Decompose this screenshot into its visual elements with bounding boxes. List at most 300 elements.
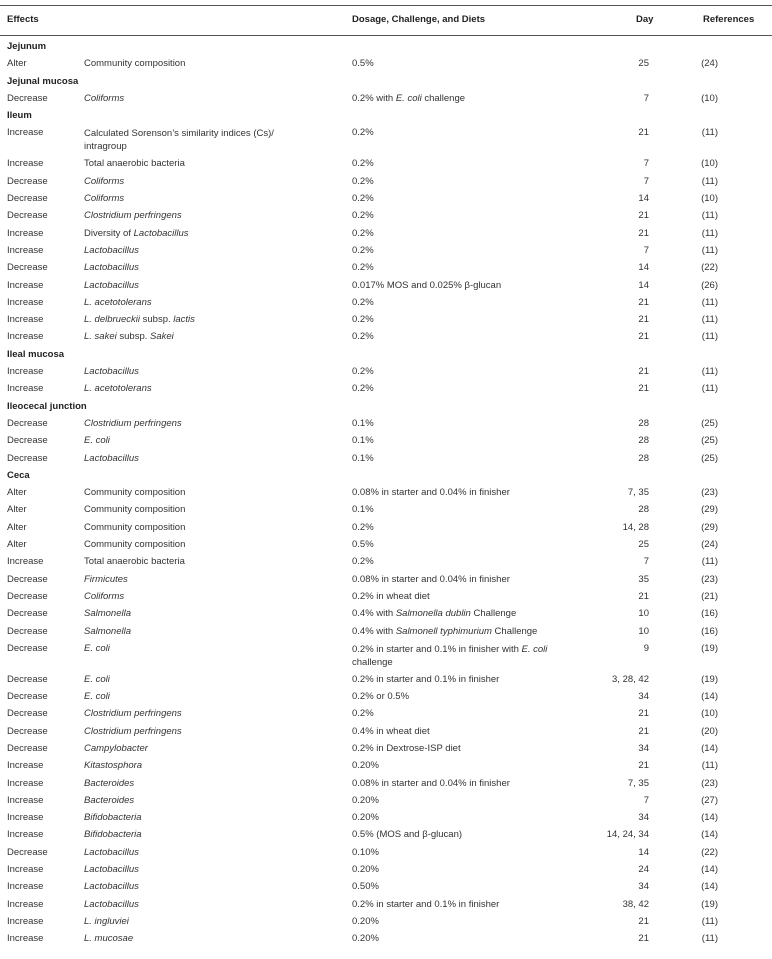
dosage-part: 0.4% with	[352, 625, 396, 637]
day-cell: 25	[638, 58, 649, 70]
target-text: Community composition	[84, 504, 186, 516]
effect-cell: Increase	[7, 366, 44, 378]
dosage-cell	[352, 487, 510, 499]
reference-cell: (10)	[701, 708, 718, 720]
effect-cell: Decrease	[7, 708, 48, 720]
target-cell	[84, 435, 110, 447]
target-cell	[84, 829, 142, 841]
table-row	[0, 417, 772, 434]
dosage-cell	[352, 158, 374, 170]
dosage-text: 0.1%	[352, 417, 374, 429]
dosage-cell	[352, 778, 510, 790]
day-cell: 7	[643, 244, 649, 256]
dosage-text: 0.2%	[352, 244, 374, 256]
target-line: Calculated Sorenson’s similarity indices (Cs)/	[84, 128, 274, 140]
effect-cell: Increase	[7, 383, 44, 395]
target-cell	[84, 539, 185, 551]
table-row	[0, 828, 772, 845]
dosage-cell	[352, 314, 374, 326]
reference-cell: (10)	[701, 193, 718, 205]
day-cell: 7	[643, 175, 649, 187]
day-cell: 9	[643, 642, 649, 654]
reference-cell: (11)	[701, 175, 718, 187]
section-row	[0, 348, 772, 365]
target-cell	[84, 899, 139, 911]
section-row	[0, 469, 772, 486]
dosage-cell	[352, 829, 462, 841]
day-cell: 7, 35	[627, 777, 649, 789]
day-cell: 28	[638, 452, 649, 464]
target-text: Bifidobacteria	[84, 829, 142, 841]
day-cell: 10	[638, 625, 649, 637]
target-text: Salmonella	[84, 625, 131, 637]
effect-cell: Decrease	[7, 846, 48, 858]
dosage-cell	[352, 539, 374, 551]
effect-cell: Increase	[7, 158, 44, 170]
target-text: Bacteroides	[84, 777, 135, 789]
target-cell	[84, 556, 185, 568]
table-row	[0, 521, 772, 538]
effect-cell: Decrease	[7, 573, 48, 585]
effect-cell: Decrease	[7, 210, 48, 222]
day-cell: 21	[638, 296, 649, 308]
target-text: L. mucosae	[84, 933, 134, 945]
effect-cell: Alter	[7, 504, 27, 516]
dosage-text: 0.5% (MOS and β-glucan)	[352, 829, 463, 841]
target-cell	[84, 760, 142, 772]
reference-cell: (27)	[701, 794, 718, 806]
header-dosage: Dosage, Challenge, and Diets	[352, 14, 486, 25]
target-text: E. coli	[84, 673, 110, 685]
dosage-cell	[352, 58, 374, 70]
table-row	[0, 880, 772, 897]
table-row	[0, 296, 772, 313]
dosage-text: 0.2%	[352, 210, 374, 222]
table-row	[0, 573, 772, 590]
dosage-cell	[352, 210, 374, 222]
reference-cell: (14)	[701, 881, 718, 893]
dosage-part: E. coli	[395, 92, 422, 104]
dosage-text: 0.2%	[352, 383, 374, 395]
table-row	[0, 642, 772, 673]
table-row	[0, 555, 772, 572]
target-cell	[84, 487, 185, 499]
dosage-cell	[352, 193, 374, 205]
target-text: Firmicutes	[84, 573, 128, 585]
dosage-text: 0.20%	[352, 760, 379, 772]
table-row	[0, 434, 772, 451]
effect-cell: Increase	[7, 331, 44, 343]
target-cell	[84, 608, 131, 620]
target-cell	[84, 158, 185, 170]
dosage-part: 0.2% with	[352, 92, 396, 104]
effect-cell: Increase	[7, 898, 44, 910]
target-cell	[84, 127, 274, 153]
day-cell: 7, 35	[627, 487, 649, 499]
table-row	[0, 126, 772, 157]
reference-cell: (26)	[701, 279, 718, 291]
section-label: Jejunal mucosa	[7, 75, 79, 87]
target-text: Lactobacillus	[84, 898, 139, 910]
dosage-text: 0.2% in starter and 0.1% in finisher	[352, 898, 500, 910]
section-label: Ileal mucosa	[7, 348, 65, 360]
dosage-cell	[352, 933, 379, 945]
target-cell	[84, 193, 124, 205]
target-text: Clostridium perfringens	[84, 210, 182, 222]
reference-cell: (11)	[701, 296, 718, 308]
reference-cell: (11)	[701, 227, 718, 239]
dosage-cell	[352, 331, 374, 343]
reference-cell: (14)	[701, 864, 718, 876]
reference-cell: (11)	[701, 314, 718, 326]
dosage-text: 0.1%	[352, 435, 374, 447]
table-row	[0, 452, 772, 469]
day-cell: 10	[638, 608, 649, 620]
dosage-text: 0.1%	[352, 504, 374, 516]
effect-cell: Increase	[7, 244, 44, 256]
day-cell: 21	[638, 314, 649, 326]
reference-cell: (19)	[701, 898, 718, 910]
dosage-cell	[352, 453, 374, 465]
dosage-cell	[352, 643, 547, 669]
target-text: L. ingluviei	[84, 915, 129, 927]
table-row	[0, 486, 772, 503]
table-row	[0, 227, 772, 244]
reference-cell: (11)	[701, 366, 718, 378]
target-line: intragroup	[84, 141, 127, 153]
day-cell: 7	[643, 556, 649, 568]
target-text: Clostridium perfringens	[84, 417, 182, 429]
reference-cell: (25)	[701, 417, 718, 429]
dosage-cell	[352, 726, 430, 738]
dosage-part: Salmonella dublin	[395, 608, 471, 620]
target-cell	[84, 933, 133, 945]
target-cell	[84, 574, 128, 586]
target-text: Kitastosphora	[84, 760, 143, 772]
dosage-text: 0.2%	[352, 708, 374, 720]
day-cell: 21	[638, 725, 649, 737]
header-references: References	[703, 14, 755, 25]
reference-cell: (14)	[701, 742, 718, 754]
target-cell	[84, 245, 139, 257]
table-row	[0, 690, 772, 707]
dosage-part: Salmonell typhimurium	[395, 625, 492, 637]
dosage-cell	[352, 795, 379, 807]
target-cell	[84, 522, 185, 534]
target-cell	[84, 383, 152, 395]
reference-cell: (10)	[701, 158, 718, 170]
dosage-cell	[352, 504, 374, 516]
day-cell: 14	[638, 262, 649, 274]
day-cell: 21	[638, 760, 649, 772]
dosage-cell	[352, 435, 374, 447]
day-cell: 14	[638, 279, 649, 291]
dosage-part: 0.4% with	[352, 608, 396, 620]
table-row	[0, 846, 772, 863]
target-cell	[84, 847, 139, 859]
reference-cell: (11)	[701, 556, 718, 568]
table-row	[0, 759, 772, 776]
reference-cell: (19)	[701, 673, 718, 685]
day-cell: 21	[638, 933, 649, 945]
dosage-text: 0.2%	[352, 296, 374, 308]
reference-cell: (29)	[701, 521, 718, 533]
target-cell	[84, 812, 142, 824]
reference-cell: (11)	[701, 760, 718, 772]
dosage-line	[352, 656, 547, 669]
day-cell: 34	[638, 812, 649, 824]
target-cell	[84, 778, 134, 790]
effect-cell: Increase	[7, 915, 44, 927]
effect-cell: Decrease	[7, 608, 48, 620]
effect-cell: Decrease	[7, 417, 48, 429]
effect-cell: Increase	[7, 127, 44, 139]
table-row	[0, 932, 772, 949]
reference-cell: (14)	[701, 812, 718, 824]
section-label: Ileum	[7, 110, 32, 122]
dosage-text: 0.2%	[352, 127, 374, 139]
day-cell: 21	[638, 331, 649, 343]
table-row	[0, 898, 772, 915]
table-row	[0, 330, 772, 347]
dosage-cell	[352, 708, 374, 720]
effect-cell: Decrease	[7, 193, 48, 205]
target-text: Coliforms	[84, 193, 125, 205]
effect-cell: Decrease	[7, 625, 48, 637]
section-row	[0, 109, 772, 126]
dosage-part: 0.2% in starter and 0.1% in finisher with	[352, 643, 522, 655]
day-cell: 28	[638, 435, 649, 447]
dosage-cell	[352, 881, 379, 893]
day-cell: 34	[638, 881, 649, 893]
target-cell	[84, 743, 148, 755]
effect-cell: Decrease	[7, 175, 48, 187]
dosage-text: 0.2%	[352, 314, 374, 326]
table-top-rule	[0, 5, 772, 6]
target-part: subsp.	[139, 314, 174, 326]
dosage-cell	[352, 297, 374, 309]
effect-cell: Decrease	[7, 742, 48, 754]
target-cell	[84, 297, 152, 309]
target-text: Community composition	[84, 521, 186, 533]
target-part: lactis	[173, 314, 195, 326]
effect-cell: Increase	[7, 556, 44, 568]
target-cell	[84, 916, 129, 928]
dosage-cell	[352, 245, 374, 257]
effect-cell: Decrease	[7, 435, 48, 447]
dosage-text: 0.10%	[352, 846, 379, 858]
day-cell: 14	[638, 193, 649, 205]
reference-cell: (22)	[701, 846, 718, 858]
target-part: subsp.	[116, 331, 151, 343]
dosage-cell	[352, 864, 379, 876]
reference-cell: (22)	[701, 262, 718, 274]
target-part: L. delbrueckii	[84, 314, 140, 326]
target-text: L. acetotolerans	[84, 296, 152, 308]
table-row	[0, 279, 772, 296]
dosage-text: 0.20%	[352, 794, 379, 806]
reference-cell: (25)	[701, 435, 718, 447]
reference-cell: (23)	[701, 777, 718, 789]
effect-cell: Increase	[7, 829, 44, 841]
target-text: Total anaerobic bacteria	[84, 158, 185, 170]
day-cell: 38, 42	[622, 898, 649, 910]
target-cell	[84, 262, 139, 274]
section-row	[0, 40, 772, 57]
effect-cell: Decrease	[7, 92, 48, 104]
effect-cell: Increase	[7, 777, 44, 789]
day-cell: 7	[643, 92, 649, 104]
target-cell	[84, 674, 110, 686]
target-text: Campylobacter	[84, 742, 148, 754]
table-row	[0, 863, 772, 880]
table-row	[0, 725, 772, 742]
reference-cell: (23)	[701, 487, 718, 499]
target-cell	[84, 691, 110, 703]
effect-cell: Increase	[7, 812, 44, 824]
target-cell	[84, 418, 182, 430]
dosage-text: 0.08% in starter and 0.04% in finisher	[352, 777, 510, 789]
target-text: Lactobacillus	[84, 881, 139, 893]
reference-cell: (11)	[701, 210, 718, 222]
target-part: Diversity of	[84, 227, 134, 239]
effect-cell: Decrease	[7, 590, 48, 602]
header-effects: Effects	[7, 14, 39, 25]
effect-cell: Increase	[7, 314, 44, 326]
dosage-text: 0.2%	[352, 193, 374, 205]
target-cell	[84, 331, 174, 343]
dosage-cell	[352, 556, 374, 568]
target-text: Lactobacillus	[84, 864, 139, 876]
dosage-cell	[352, 626, 537, 638]
dosage-text: 0.2%	[352, 262, 374, 274]
target-text: Bifidobacteria	[84, 812, 142, 824]
effect-cell: Increase	[7, 794, 44, 806]
day-cell: 3, 28, 42	[612, 673, 649, 685]
effect-cell: Decrease	[7, 452, 48, 464]
section-label: Ileocecal junction	[7, 400, 87, 412]
dosage-text: 0.2%	[352, 556, 374, 568]
table-row	[0, 192, 772, 209]
dosage-cell	[352, 591, 430, 603]
section-row	[0, 400, 772, 417]
target-cell	[84, 626, 131, 638]
day-cell: 25	[638, 539, 649, 551]
table-row	[0, 503, 772, 520]
dosage-cell	[352, 899, 499, 911]
reference-cell: (11)	[701, 331, 718, 343]
target-text: Coliforms	[84, 590, 125, 602]
day-cell: 14, 24, 34	[606, 829, 649, 841]
dosage-cell	[352, 418, 374, 430]
dosage-text: 0.2% in starter and 0.1% in finisher	[352, 673, 500, 685]
target-text: Coliforms	[84, 175, 125, 187]
day-cell: 34	[638, 691, 649, 703]
dosage-part: Challenge	[491, 625, 538, 637]
dosage-text: 0.4% in wheat diet	[352, 725, 430, 737]
day-cell: 21	[638, 915, 649, 927]
dosage-cell	[352, 674, 499, 686]
target-part: Lactobacillus	[133, 227, 189, 239]
dosage-text: 0.20%	[352, 933, 379, 945]
table-row	[0, 157, 772, 174]
dosage-cell	[352, 93, 465, 105]
dosage-cell	[352, 691, 409, 703]
table-row	[0, 313, 772, 330]
table-row	[0, 244, 772, 261]
dosage-text: 0.5%	[352, 58, 374, 70]
effect-cell: Alter	[7, 521, 27, 533]
reference-cell: (16)	[701, 608, 718, 620]
dosage-cell	[352, 812, 379, 824]
dosage-cell	[352, 760, 379, 772]
effect-cell: Decrease	[7, 262, 48, 274]
header-day: Day	[636, 14, 654, 25]
reference-cell: (21)	[701, 590, 718, 602]
dosage-text: 0.2%	[352, 521, 374, 533]
target-cell	[84, 643, 110, 655]
target-cell	[84, 708, 182, 720]
reference-cell: (25)	[701, 452, 718, 464]
dosage-text: 0.1%	[352, 452, 374, 464]
effect-cell: Increase	[7, 279, 44, 291]
target-text: Lactobacillus	[84, 366, 139, 378]
day-cell: 28	[638, 417, 649, 429]
table-row	[0, 209, 772, 226]
reference-cell: (11)	[701, 127, 718, 139]
dosage-part: challenge	[421, 92, 466, 104]
dosage-text: 0.08% in starter and 0.04% in finisher	[352, 487, 510, 499]
table-row	[0, 92, 772, 109]
table-row	[0, 175, 772, 192]
target-cell	[84, 280, 139, 292]
day-cell: 14, 28	[622, 521, 649, 533]
dosage-text: 0.2%	[352, 331, 374, 343]
dosage-text: 0.2% or 0.5%	[352, 691, 410, 703]
target-text: Community composition	[84, 539, 186, 551]
target-text: Bacteroides	[84, 794, 135, 806]
effect-cell: Decrease	[7, 642, 48, 654]
dosage-text: 0.50%	[352, 881, 379, 893]
target-cell	[84, 726, 182, 738]
target-text: Community composition	[84, 58, 186, 70]
target-text: Clostridium perfringens	[84, 725, 182, 737]
target-cell	[84, 93, 124, 105]
dosage-cell	[352, 176, 374, 188]
effect-cell: Decrease	[7, 673, 48, 685]
effect-cell: Decrease	[7, 691, 48, 703]
day-cell: 21	[638, 227, 649, 239]
effect-cell: Increase	[7, 227, 44, 239]
effect-cell: Decrease	[7, 725, 48, 737]
target-text: E. coli	[84, 691, 110, 703]
day-cell: 24	[638, 864, 649, 876]
effect-cell: Alter	[7, 58, 27, 70]
reference-cell: (14)	[701, 691, 718, 703]
day-cell: 14	[638, 846, 649, 858]
dosage-text: 0.017% MOS and 0.025% β-glucan	[352, 279, 502, 291]
day-cell: 21	[638, 590, 649, 602]
target-text: Lactobacillus	[84, 846, 139, 858]
effect-cell: Increase	[7, 864, 44, 876]
target-cell	[84, 504, 185, 516]
table-row	[0, 794, 772, 811]
reference-cell: (20)	[701, 725, 718, 737]
target-text: Total anaerobic bacteria	[84, 556, 185, 568]
target-text: Salmonella	[84, 608, 131, 620]
dosage-cell	[352, 127, 374, 139]
dosage-text: 0.2% in wheat diet	[352, 590, 430, 602]
